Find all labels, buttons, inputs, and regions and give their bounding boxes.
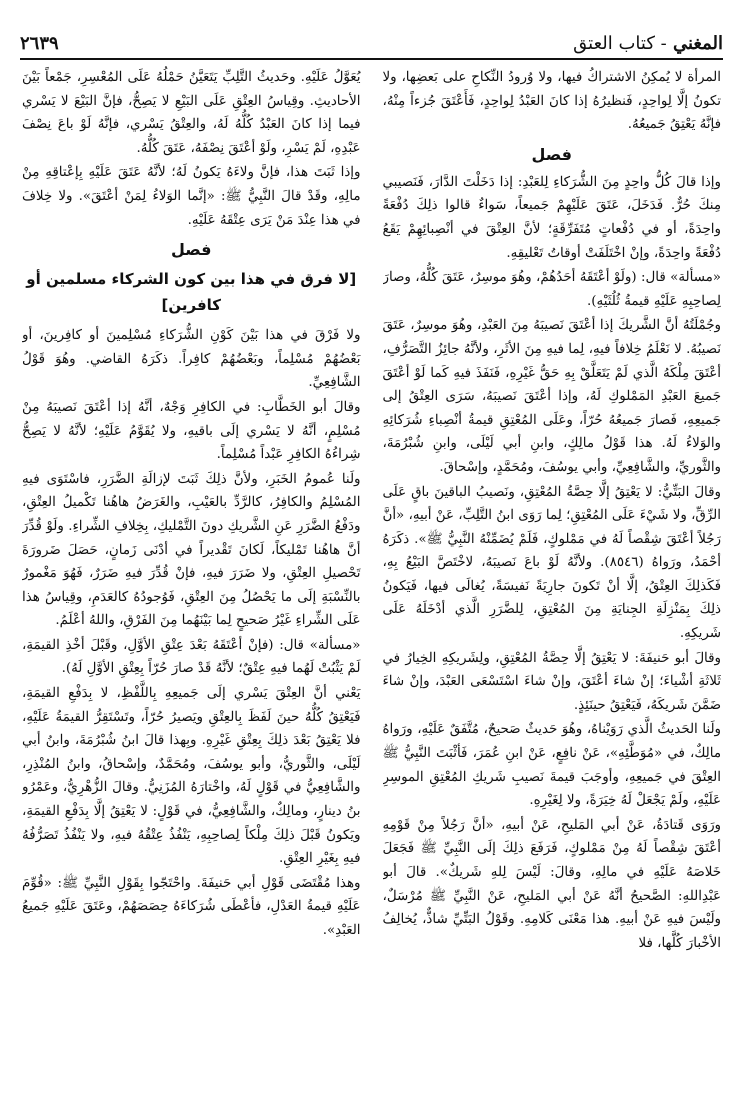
- text-columns: [22, 66, 721, 1086]
- paragraph: ولَنا عُمومُ الخَبَرِ، ولأنَّ ذلِكَ ثَبَتَ لإزالَةِ الضَّرَرِ، فاسْتَوَى فيهِ المُسْلِمُ والكافِرُ، كالرَّدِّ بالعَيْبِ، والغَرَضُ هاهُنا تَكْميلُ العِتْقِ، ودَفْعُ الضَّرَرِ عَنِ الشَّريكِ دونَ التَّمْليكِ، بِخِلافِ الشِّراءِ. ولَوْ قُدِّرَ أنَّ هاهُنا تَمْليكاً، لَكانَ تَقْديراً في أدْنَى زَمانٍ، حَصَلَ ضَرورَةَ تَحْصيلِ العِتْقِ، ولا ضَرَرَ فيهِ، فإنْ قُدِّرَ فيهِ ضَرَرٌ، فَهُوَ مَغْمورٌ بالنِّسْبَةِ إلَى ما يَحْصُلُ مِنَ العِتْقِ، فَوُجودُهُ كالعَدَمِ، وقِياسُ هذا عَلَى الشِّراءِ غَيْرُ صَحيحٍ لِما بَيْنَهُما مِنَ الفَرْقِ، واللهُ أعْلَمُ.: [22, 471, 361, 629]
- book-title: المغني: [672, 33, 723, 54]
- paragraph: «مسألة» قال: (فإنْ أعْتَقَهُ بَعْدَ عِتْقِ الأوَّلِ، وقَبْلَ أخْذِ القيمَةِ، لَمْ يَثْبُتْ لَهُما فيهِ عِتْقٌ؛ لأنَّهُ قَدْ صارَ حُرّاً بِعِتْقِ الأوَّلِ لَهُ).: [22, 637, 361, 677]
- paragraph: وإذا قالَ كُلُّ واحِدٍ مِنَ الشُّرَكاءِ لِلعَبْدِ: إذا دَخَلْتَ الدَّارَ، فَنَصيبي مِنكَ حُرٌّ. فَدَخَلَ، عَتَقَ عَلَيْهِمْ جَميعاً، سَواءٌ قالوا ذلِكَ دُفْعَةً واحِدَةً، أو في دُفْعاتٍ مُتَفَرِّقَةٍ؛ لأنَّ العِتْقَ في أنْصِبائِهِمْ يَقَعُ دُفْعَةً واحِدَةً، وإنْ اخْتَلَفَتْ أوقاتُ تَعْليقِهِ.: [382, 174, 721, 261]
- subsection-heading: [لا فرق في هذا بين كون الشركاء مسلمين أو كافرين]: [26, 270, 357, 315]
- page-number: ٢٦٣٩: [20, 33, 59, 54]
- left-column: [22, 66, 361, 1086]
- paragraph: وقالَ أبو الخَطَّابِ: في الكافِرِ وَجْهٌ، أنَّهُ إذا أعْتَقَ نَصيبَهُ مِنْ مُسْلِمٍ، أنَّهُ لا يَسْري إلَى باقيهِ، ولا يُقَوَّمُ عَلَيْهِ؛ لأنَّهُ لا يَصِحُّ شِراءُهُ الكافِرِ عَبْداً مُسْلِماً.: [22, 399, 361, 463]
- section-title: - كتاب العتق: [573, 33, 667, 54]
- paragraph: «مسألة» قال: (ولَوْ أعْتَقَهُ أحَدُهُمْ، وهُوَ موسِرٌ، عَتَقَ كُلُّهُ، وصارَ لِصاحِبِهِ عَلَيْهِ قيمةُ ثُلُثَيْهِ).: [382, 270, 721, 309]
- paragraph: وقالَ أبو حَنيفَةَ: لا يَعْتِقُ إلَّا حِصَّةُ المُعْتِقِ، ولِشَريكِهِ الخِيارُ في ثَلاثَةِ أشْياءَ؛ إنْ شاءَ أعْتَقَ، وإنْ شاءَ اسْتَسْعَى العَبْدَ، وإنْ شاءَ ضَمَّنَ شَريكَهُ، فَيَعْتِقُ حينَئِذٍ.: [382, 650, 721, 713]
- right-column: [383, 66, 722, 1086]
- paragraph: ولَنا الحَديثُ الَّذي رَوَيْناهُ، وهُوَ حَديثٌ صَحيحٌ، مُتَّفَقٌ عَلَيْهِ، ورَواهُ مالِكٌ، في «مُوَطَّئِهِ»، عَنْ نافِعٍ، عَنْ ابنِ عُمَرَ، فَأثْبَتَ النَّبِيُّ ﷺ العِتْقَ في جَميعِهِ، وأوجَبَ قيمةَ نَصيبِ شَريكِ المُعْتِقِ الموسِرِ عَلَيْهِ، ولَمْ يَجْعَلْ لَهُ خِيَرَةً، ولا لِغَيْرِهِ.: [382, 722, 721, 809]
- paragraph: يَعْني أنَّ العِتْقَ يَسْري إلَى جَميعِهِ بِاللَّفْظِ، لا بِدَفْعِ القيمَةِ، فَيَعْتِقُ كُلُّهُ حينَ لَفَظَ بِالعِتْقِ ويَصيرُ حُرّاً، وتَسْتَقِرُّ القيمَةُ عَلَيْهِ، فلا يَعْتِقُ بَعْدَ ذلِكَ بِعِتْقِ غَيْرِهِ. وبِهذا قالَ ابنُ شُبْرُمَةَ، وابنُ أبي لَيْلَى، والثَّوريُّ، وأبو يوسُفَ، ومُحَمَّدٌ، وإسْحاقُ، وابنُ المُنْذِرِ، والشَّافِعِيُّ في قَوْلٍ لَهُ، واخْتارَهُ المُزَنِيُّ. وقالَ الزُّهْرِيُّ، وعَمْرُو بنُ دينارٍ، ومالِكٌ، والشَّافِعِيُّ، في قَوْلٍ: لا يَعْتِقُ إلَّا بِدَفْعِ القيمَةِ، ويَكونُ قَبْلَ ذلِكَ مِلْكاً لِصاحِبِهِ، يَنْفُذُ عِتْقُهُ فيهِ، ولا يَنْفُذُ تَصَرُّفُهُ فيهِ بِغَيْرِ العِتْقِ.: [22, 686, 361, 867]
- paragraph: وقالَ البَتِّيُّ: لا يَعْتِقُ إلَّا حِصَّةُ المُعْتِقِ، ونَصيبُ الباقينَ باقٍ عَلَى الرِّقِّ، ولا شَيْءَ عَلَى المُعْتِقِ؛ لِما رَوَى ابنُ التَّلِبِّ، عَنْ أبيهِ، «أنَّ رَجُلاً أعْتَقَ شِقْصاً لَهُ في مَمْلوكٍ، فَلَمْ يُضَمِّنْهُ النَّبِيُّ ﷺ». ذكَرَهُ أحْمَدُ، ورَواهُ (٨٥٤٦). ولأنَّهُ لَوْ باعَ نَصيبَهُ، لاخْتَصَّ البَيْعُ بِهِ، فَكَذلِكَ العِتْقُ، إلَّا أنْ تَكونَ جارِيَةً نَفيسَةً، يُغالَى فيها، فَيَكونُ ذلِكَ بِمَنْزِلَةِ الجِنايَةِ مِنَ المُعْتِقِ، لِلضَّرَرِ الَّذي أدْخَلَهُ عَلَى شَريكِهِ.: [382, 484, 721, 642]
- paragraph: وهذا مُقْتَضَى قَوْلِ أبي حَنيفَةَ. واحْتَجّوا بِقَوْلِ النَّبِيِّ ﷺ: «قُوِّمَ عَلَيْهِ قيمةُ العَدْلِ، فأعْطَى شُرَكاءَهُ حِصَصَهُمْ، وعَتَقَ عَلَيْهِ جَميعُ العَبْدِ».: [22, 875, 361, 938]
- paragraph: ولا فَرْقَ في هذا بَيْنَ كَوْنِ الشُّرَكاءِ مُسْلِمينَ أو كافِرينَ، أو بَعْضُهُمْ مُسْلِماً، وبَعْضُهُمْ كافِراً. ذكَرَهُ القاضي. وهُوَ قَوْلُ الشَّافِعِيِّ.: [22, 328, 361, 391]
- section-heading: فصل: [170, 240, 212, 260]
- running-title: [573, 33, 723, 54]
- paragraph: المرأة لا يُمكِنُ الاشتراكُ فيها، ولا وُرودُ النِّكاحِ على بَعضِها، ولا تكونُ إلَّا لِواحِدٍ، فَنظيرُهُ إذا كانَ العَبْدُ لِواحِدٍ، فَأَعْتَقَ جُزءاً مِنْهُ، فإنَّهُ يَعْتِقُ جَميعُهُ.: [382, 70, 721, 133]
- page-header: [20, 22, 723, 60]
- paragraph: ورَوَى قَتادَةُ، عَنْ أبي المَليحِ، عَنْ أبيهِ، «أنَّ رَجُلاً مِنْ قَوْمِهِ أعْتَقَ شِقْصاً لَهُ مِنْ مَمْلوكٍ، فَرَفَعَ ذلِكَ إلَى النَّبِيِّ ﷺ فَجَعَلَ خَلاصَهُ عَلَيْهِ في مالِهِ، وقالَ: لَيْسَ لِلهِ شَريكٌ». قالَ أبو عَبْدِاللهِ: الصَّحيحُ أنَّهُ عَنْ أبي المَليحِ، عَنْ النَّبِيِّ ﷺ مُرْسَلٌ، ولَيْسَ فيهِ عَنْ أبيهِ. هذا مَعْنَى كَلامِهِ. وقَوْلُ البَتِّيِّ شاذٌّ، يُخالِفُ الأخْبارَ كُلَّها، فلا: [382, 817, 721, 951]
- paragraph: وجُمْلَتُهُ أنَّ الشَّريكَ إذا أعْتَقَ نَصيبَهُ مِنَ العَبْدِ، وهُوَ موسِرٌ، عَتَقَ نَصيبُهُ. لا نَعْلَمُ خِلافاً فيهِ، لِما فيهِ مِنَ الأثَرِ، ولأنَّهُ جائِزُ التَّصَرُّفِ، أعْتَقَ مِلْكَهُ الَّذي لَمْ يَتَعَلَّقْ بِهِ حَقُّ غَيْرِهِ، فَنَفَذَ فيهِ كَما لَوْ أعْتَقَ جَميعَ العَبْدِ المَمْلوكِ لَهُ، وإذا أعْتَقَ نَصيبَهُ، سَرَى العِتْقُ إلى جَميعِهِ، فَصارَ جَميعُهُ حُرّاً، وعَلَى المُعْتِقِ قيمةُ أنْصِباءِ شُرَكائِهِ والوَلاءُ لَهُ. هذا قَوْلُ مالِكٍ، وابنِ أبي لَيْلَى، وابنِ شُبْرُمَةَ، والثَّوريِّ، والشَّافِعِيِّ، وأبي يوسُفَ، ومُحَمَّدٍ، وإسْحاقَ.: [382, 318, 721, 475]
- section-heading: فصل: [531, 144, 573, 164]
- paragraph: وإذا ثَبَتَ هذا، فإنَّ ولاءَهُ يَكونُ لَهُ؛ لأنَّهُ عَتَقَ عَلَيْهِ بِإعْتاقِهِ مِنْ مالِهِ، وقَدْ قالَ النَّبِيُّ ﷺ: «إنَّما الوَلاءُ لِمَنْ أعْتَقَ». ولا خِلافَ في هذا عِنْدَ مَنْ يَرَى عِتْقَهُ عَلَيْهِ.: [22, 165, 361, 228]
- paragraph: يُعَوَّلُ عَلَيْهِ. وحَديثُ التَّلِبِّ يَتَعَيَّنُ حَمْلُهُ عَلَى المُعْسِرِ، جَمْعاً بَيْنَ الأحاديثِ. وقِياسُ العِتْقِ عَلَى البَيْعِ لا يَصِحُّ، فإنَّ البَيْعَ لا يَسْري فيما إذا كانَ العَبْدُ كُلُّهُ لَهُ، والعِتْقُ يَسْري، فإنَّهُ لَوْ باعَ نِصْفَ عَبْدِهِ، لَمْ يَسْرِ، ولَوْ أعْتَقَ نِصْفَهُ، عَتَقَ كُلُّهُ.: [22, 70, 361, 156]
